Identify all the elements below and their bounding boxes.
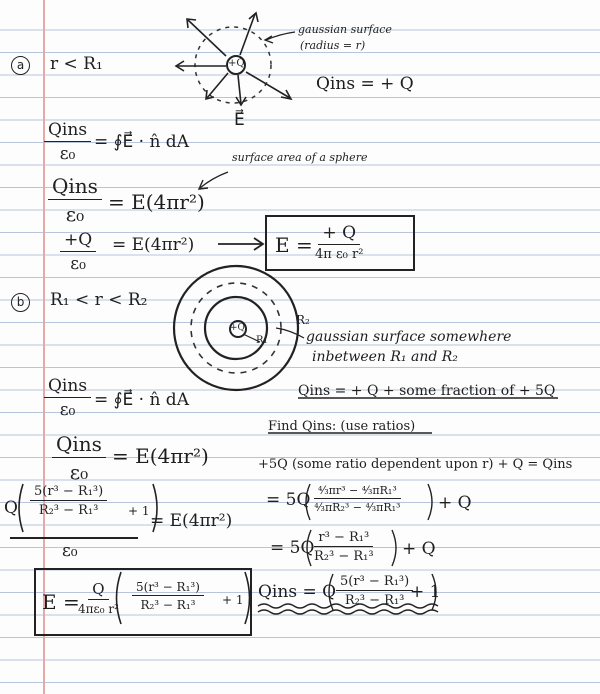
part-a-condition: r < R₁ [50,54,103,74]
part-a-label: a [11,56,30,75]
part-b-condition: R₁ < r < R₂ [50,290,148,310]
find-qins-heading: Find Qins: (use ratios) [268,419,416,434]
surface-note-b2: inbetween R₁ and R₂ [312,349,458,365]
result-lhs-a: E = [275,233,313,257]
part-b-label: b [11,293,30,312]
ratio-line: +5Q (some ratio dependent upon r) + Q = Qins [258,457,573,472]
qins-final-lhs: Qins = Q [258,582,337,602]
result-box-a [265,215,415,271]
big-frac-bar [10,537,138,539]
result-lhs-b: E = [42,590,80,614]
arrow-to-area [200,172,228,188]
step2-frac-a: Qins ε₀ [48,174,102,226]
step3-frac-a: $\frac{+Q}{\text{ε₀}}$ [60,230,96,274]
inner-radius-label: R₁ [256,335,268,346]
result-inner-frac-b: $\frac{\text{5(r³ − R₁³)}}{\text{R₂³ − R₁³}}$ [132,580,204,612]
result-frac-b: Q 4πε₀ r² [78,580,119,616]
gauss-law-rhs-a: = ∮E⃗ · n̂ dA [94,132,189,152]
area-note: surface area of a sphere [232,151,368,164]
big-den: ε₀ [62,541,78,561]
source-charge-a: +Q [228,58,245,69]
qins-final-plus: + 1 [410,582,441,602]
big-q: Q [4,498,18,518]
ratio3-frac: $\frac{\text{r³ − R₁³}}{\text{R₂³ − R₁³}}$ [314,530,374,564]
big-inner-frac: $\frac{\text{5(r³ − R₁³)}}{\text{R₂³ − R₁³}}$ [30,484,107,518]
result-frac-a: + Q 4π ε₀ r² [315,223,364,262]
ratio3-suffix: + Q [402,539,436,559]
ratio2-frac: $\frac{\text{⁴⁄₃πr³ − ⁴⁄₃πR₁³}}{\text{⁴⁄₃πR₂³ − ⁴⁄₃πR₁³}}$ [314,484,401,514]
step2-frac-b: Qins ε₀ [52,432,106,484]
result-plus-b: + 1 [222,593,244,607]
surface-note-b1: gaussian surface somewhere [306,329,512,345]
step2-rhs-a: = E(4πr²) [108,190,205,214]
ratio3-prefix: = 5Q [270,538,315,558]
arrow-to-surface [266,32,295,40]
result-box-b [34,568,252,636]
qins-heading-b: Qins = + Q + some fraction of + 5Q [298,383,556,399]
ratio2-prefix: = 5Q [266,490,311,510]
qins-final-frac: $\frac{\text{5(r³ − R₁³)}}{\text{R₂³ − R₁³}}$ [336,574,413,608]
gauss-note-line1: gaussian surface [298,23,392,36]
gauss-law-rhs-b: = ∮E⃗ · n̂ dA [94,390,189,410]
step3-rhs-a: = E(4πr²) [112,235,195,255]
gauss-law-frac-a: Qins ε₀ [44,120,91,164]
outer-radius-label: R₂ [296,313,310,327]
big-plus: + 1 [128,504,150,518]
gauss-law-frac-b: Qins ε₀ [44,376,91,420]
field-vector-label: E⃗ [234,110,245,130]
qins-a: Qins = + Q [316,74,414,94]
ratio2-suffix: + Q [438,493,472,513]
gauss-note-line2: (radius = r) [300,39,366,52]
big-rhs: = E(4πr²) [150,511,233,531]
step2-rhs-b: = E(4πr²) [112,444,209,468]
center-charge-label: +Q [230,323,245,333]
